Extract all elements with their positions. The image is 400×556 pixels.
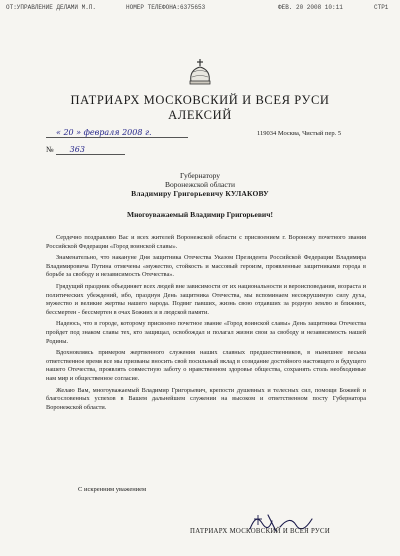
signature-title: ПАТРИАРХ МОСКОВСКИЙ И ВСЕЯ РУСИ	[190, 528, 331, 535]
handwritten-date: « 20 » февраля 2008 г.	[46, 128, 188, 138]
paragraph: Сердечно поздравляю Вас и всех жителей Воронежской области с присвоением г. Воронежу почетного звания Российской Федерации «Город воинской славы».	[46, 234, 366, 250]
recipient-region: Воронежской области	[165, 180, 235, 189]
paragraph: Грядущий праздник объединяет всех людей вне зависимости от их национальности и вероисповедания, возраста и политических убеждений, ибо, празднуя День защитника Отечества, мы вспоминаем несокрушимую силу духа, мужество и великие жертвы нашего народа. Подвиг павших, жизнь свою отдавших за родную землю и ближних, бессмертен - бессмертен в очах Божиих и в людской памяти.	[46, 282, 366, 316]
recipient-name: Владимиру Григорьевичу КУЛАКОВУ	[131, 189, 269, 198]
number-field	[46, 145, 125, 155]
paragraph: Вдохновляясь примером жертвенного служения наших славных предшественников, в нынешнее весьма ответственное время все мы призваны вносить свой посильный вклад в созидание достойного настоящего и будущего нашего Отечества, проявлять совместную заботу о нравственном здоровье общества, сохранять столь необходимые нам мир и общественное согласие.	[46, 349, 366, 382]
letterhead-address: 119034 Москва, Чистый пер. 5	[257, 130, 342, 137]
fax-page: СТР1	[374, 4, 389, 11]
greeting: Многоуважаемый Владимир Григорьевич!	[127, 210, 273, 219]
fax-phone: НОМЕР ТЕЛЕФОНА:6375653	[126, 4, 206, 11]
paragraph: Надеюсь, что в городе, которому присвоено почетное звание «Город воинской славы» День защитника Отечества пройдет под знаком славы тех, кто защищал, освобождал и полагал жизни свои за свободу и независимость нашей Родины.	[46, 320, 366, 345]
recipient-title: Губернатору	[180, 171, 220, 180]
paragraph: Желаю Вам, многоуважаемый Владимир Григорьевич, крепости душевных и телесных сил, помощи Божией и благословенных успехов в Вашем дальнейшем служении на высоком и ответственном посту Губернатора Воронежской области.	[46, 386, 366, 411]
fax-sender: ОТ:УПРАВЛЕНИЕ ДЕЛАМИ М.П.	[6, 4, 97, 11]
letterhead-name: АЛЕКСИЙ	[168, 108, 232, 122]
letterhead-title: ПАТРИАРХ МОСКОВСКИЙ И ВСЕЯ РУСИ	[70, 93, 330, 107]
paragraph: Знаменательно, что накануне Дня защитника Отечества Указом Президента Российской Федерации Владимира Владимировича Путина отмечены «мужество, стойкость и массовый героизм, проявленные защитниками города в борьбе за свободу и независимость Отечества».	[46, 254, 366, 279]
letter-body	[46, 234, 366, 415]
date-field	[46, 128, 188, 138]
fax-date: ФЕВ. 20 2008 10:11	[278, 4, 343, 11]
patriarchal-cap-icon	[185, 58, 215, 86]
number-label: №	[46, 145, 54, 154]
closing: С искренним уважением	[78, 486, 147, 493]
handwritten-number: 363	[56, 145, 125, 155]
